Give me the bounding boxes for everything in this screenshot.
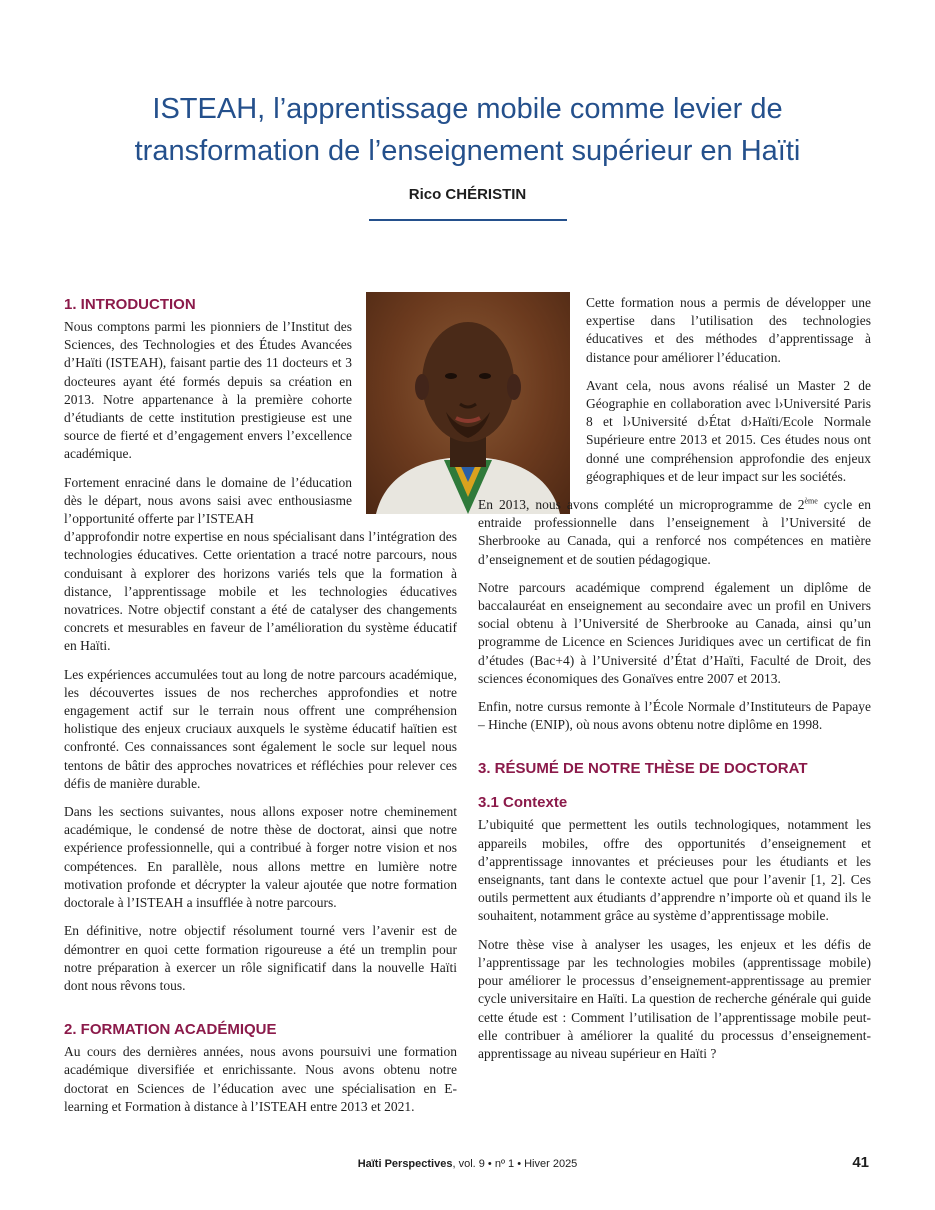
section-heading-these: 3. RÉSUMÉ DE NOTRE THÈSE DE DOCTORAT [478, 760, 808, 778]
author-name: Rico CHÉRISTIN [408, 186, 527, 203]
page-number: 41 [852, 1154, 869, 1171]
these-paragraph-1: L’ubiquité que permettent les outils technologiques, notamment les appareils mobiles, offre des opportunités d’enseignement et d’apprentissage innovantes et précieuses pour les étudiants et les enseignants, tant dans le contexte actuel que pour l’avenir [1, 2]. Ces outils permettent aux étudiants d’apprendre n’importe où et quand ils le souhaitent, notamment grâce au système d’apprentissage mobile. [478, 817, 871, 924]
article-title [60, 88, 875, 172]
intro-paragraph-2a: Fortement enraciné dans le domaine de l’éducation dès le départ, nous avons saisi avec enthousiasme l’opportunité offerte par l’ISTEAH [64, 474, 352, 527]
journal-name: Haïti Perspectives [357, 1158, 453, 1170]
formation-paragraph-2: Cette formation nous a permis de développer une expertise dans l’utilisation des technologies éducatives et des méthodes d’apprentissage à distance pour améliorer l’éducation. [586, 295, 871, 365]
author-divider [369, 219, 567, 221]
formation-paragraph-4-part-b: cycle en entraide professionnelle dans l’enseignement à l’Université de Sherbrooke au Canada, qui a renforcé nos compétences en matière d’enseignement et de soutien pédagogique. [478, 497, 871, 567]
title-line-2: transformation de l’enseignement supérieur en Haïti [134, 135, 801, 167]
superscript-eme: ème [804, 496, 818, 506]
intro-paragraph-5: En définitive, notre objectif résolument tourné vers l’avenir est de démontrer en quoi cette formation rigoureuse a été un tremplin pour notre préparation à exercer un rôle significatif dans la nouvelle Haïti dont nous rêvons tous. [64, 923, 457, 993]
section-heading-formation: 2. FORMATION ACADÉMIQUE [64, 1021, 277, 1039]
title-line-1: ISTEAH, l’apprentissage mobile comme levier de [152, 93, 783, 125]
right-column [478, 294, 871, 1073]
journal-issue: , vol. 9 • nº 1 • Hiver 2025 [452, 1158, 578, 1170]
formation-paragraph-3: Avant cela, nous avons réalisé un Master 2 de Géographie en collaboration avec l›Université Paris 8 et l›Université d›État d›Haïti/Ecole Normale Supérieure entre 2013 et 2015. Ces études nous ont donné une compréhension approfondie des enjeux géographiques et de leur impact sur les sociétés. [586, 377, 871, 484]
formation-paragraph-4 [478, 496, 871, 569]
intro-paragraph-2b: d’approfondir notre expertise en nous spécialisant dans l’intégration des technologies éducatives. Cette orientation a tracé notre parcours, nous conduisant à explorer des horizons variés tels que la formation à distance, l’apprentissage mobile et les technologies éducatives novatrices. Notre objectif constant a été de catalyser des changements concrets et mesurables en faveur de l’amélioration du système éducatif en Haïti. [64, 529, 457, 654]
intro-paragraph-3: Les expériences accumulées tout au long de notre parcours académique, les découvertes issues de nos recherches approfondies et notre engagement actif sur le terrain nous offrent une compréhension holistique des enjeux cruciaux auxquels le système éducatif haïtien est confronté. Ces connaissances sont également le socle sur lequel nous tentons de bâtir des approches novatrices et réfléchies pour relever ces défis de manière durable. [64, 666, 457, 791]
page-footer [0, 1154, 935, 1178]
formation-paragraph-5: Notre parcours académique comprend également un diplôme de baccalauréat en enseignement au secondaire avec un profil en Univers social obtenu à l’Université de Sherbrooke au Canada, ainsi qu’un programme de Licence en Sciences Juridiques avec un certificat de fin d’études (Bac+4) à l’Université d’État d’Haïti, Faculté de Droit, des sciences économiques des Gonaïves entre 2007 et 2013. [478, 579, 871, 686]
journal-citation [0, 1158, 935, 1170]
these-paragraph-2: Notre thèse vise à analyser les usages, les enjeux et les défis de l’apprentissage par les technologies mobiles (apprentissage mobile) pour améliorer le processus d’enseignement-apprentissage au premier cycle universitaire en Haïti. La question de recherche générale qui guide cette étude est : Comment l’utilisation de l’apprentissage mobile peut-elle contribuer à améliorer la qualité du processus d’enseignement-apprentissage au niveau supérieur en Haïti ? [478, 936, 871, 1061]
formation-paragraph-1: Au cours des dernières années, nous avons poursuivi une formation académique diversifiée et enrichissante. Nous avons obtenu notre doctorat en Sciences de l’éducation avec une spécialisation en E-learning et Formation à distance à l’ISTEAH entre 2013 et 2021. [64, 1044, 457, 1114]
subsection-heading-contexte: 3.1 Contexte [478, 794, 568, 812]
intro-paragraph-4: Dans les sections suivantes, nous allons exposer notre cheminement académique, le condensé de notre thèse de doctorat, ainsi que notre expérience professionnelle, qui a contribué à forger notre vision et nos compétences. En parallèle, nous allons mettre en lumière notre motivation profonde et décrypter la valeur ajoutée que notre formation doctorale à l’ISTEAH a insufflée à notre parcours. [64, 804, 457, 911]
section-heading-introduction: 1. INTRODUCTION [64, 296, 196, 313]
intro-paragraph-1: Nous comptons parmi les pionniers de l’Institut des Sciences, des Technologies et des Études Avancées d’Haïti (ISTEAH), faisant partie des 11 docteurs et 3 docteures ayant été formés depuis sa création en 2013. Notre appartenance à la première cohorte d’étudiants de cette institution prestigieuse est une source de fierté et d’engagement envers l’excellence académique. [64, 319, 352, 462]
formation-paragraph-4-part-a: En 2013, nous avons complété un microprogramme de 2 [478, 497, 805, 513]
left-column [64, 294, 457, 1126]
formation-paragraph-6: Enfin, notre cursus remonte à l’École Normale d’Instituteurs de Papaye – Hinche (ENIP), où nous avons obtenu notre diplôme en 1998. [478, 699, 871, 733]
